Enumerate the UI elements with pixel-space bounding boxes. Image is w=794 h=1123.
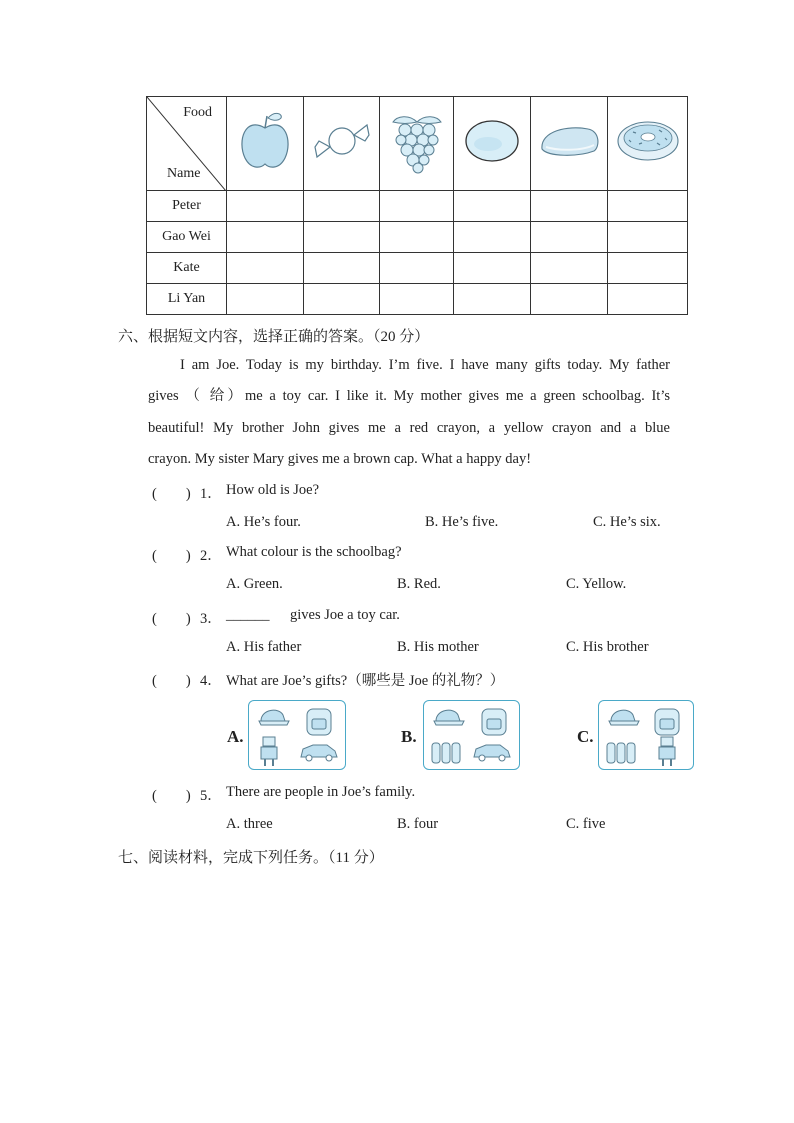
answer-paren[interactable]: ( ) [152,486,191,502]
check-cell[interactable] [304,284,380,315]
option-c-label[interactable]: C. [577,727,594,746]
check-cell[interactable] [454,222,531,253]
name-cell: Kate [147,253,227,284]
candy-icon [311,111,373,171]
check-cell[interactable] [227,191,304,222]
check-cell[interactable] [608,191,688,222]
name-cell: Peter [147,191,227,222]
question-text: What are Joe’s gifts?（哪些是 Joe 的礼物？） [226,673,505,689]
option-c[interactable]: C. He’s six. [593,514,661,530]
question-number: 3． [200,611,222,627]
food-cell-bread [531,97,608,191]
answer-paren[interactable]: ( ) [152,673,191,689]
food-cell-donut [608,97,688,191]
table-row [147,222,688,253]
toy-car-icon [474,745,510,761]
schoolbag-icon [482,709,506,735]
check-cell[interactable] [608,222,688,253]
check-cell[interactable] [531,222,608,253]
schoolbag-icon [307,709,331,735]
table-row [147,191,688,222]
section7-title: 七、阅读材料，完成下列任务。（11 分） [118,850,384,866]
robot-icon [659,737,675,766]
question-text: What colour is the schoolbag? [226,544,402,560]
check-cell[interactable] [227,222,304,253]
option-b-image[interactable] [423,700,520,770]
name-cell: Gao Wei [147,222,227,253]
option-c[interactable]: C. His brother [566,639,649,655]
check-cell[interactable] [608,284,688,315]
passage-line: I am Joe. Today is my birthday. I’m five. I have many gifts today. My father [180,357,670,373]
check-cell[interactable] [304,222,380,253]
check-cell[interactable] [608,253,688,284]
check-cell[interactable] [454,191,531,222]
check-cell[interactable] [531,253,608,284]
food-cell-grapes [380,97,454,191]
check-cell[interactable] [227,253,304,284]
option-b-label[interactable]: B. [401,727,417,746]
option-c-image[interactable] [598,700,694,770]
option-a-label[interactable]: A. [227,727,244,746]
grapes-icon [389,108,445,174]
answer-paren[interactable]: ( ) [152,788,191,804]
donut-icon [615,118,681,164]
question-text: There are people in Joe’s family. [226,784,416,800]
answer-paren[interactable]: ( ) [152,611,191,627]
question-text: gives Joe a toy car. [290,607,400,623]
option-b[interactable]: B. His mother [397,639,479,655]
food-cell-apple [227,97,304,191]
option-c[interactable]: C. Yellow. [566,576,627,592]
food-cell-candy [304,97,380,191]
check-cell[interactable] [531,191,608,222]
passage [148,350,670,475]
check-cell[interactable] [380,253,454,284]
option-a[interactable]: A. His father [226,639,302,655]
check-cell[interactable] [227,284,304,315]
cap-icon [259,710,289,725]
check-cell[interactable] [454,284,531,315]
food-cell-egg [454,97,531,191]
table-corner-cell [147,97,227,191]
option-b[interactable]: B. four [397,816,439,832]
cap-icon [434,710,464,725]
option-a-image[interactable] [248,700,346,770]
check-cell[interactable] [380,222,454,253]
question-number: 1． [200,486,222,502]
passage-line: beautiful! My brother John gives me a red crayon, a yellow crayon and a blue [148,419,670,436]
cap-icon [609,710,639,725]
food-table [146,96,688,315]
toy-car-icon [301,745,337,761]
crayons-icon [432,743,460,763]
option-b[interactable]: B. Red. [397,576,441,592]
table-row [147,253,688,284]
bread-icon [538,121,600,161]
question-number: 5． [200,788,222,804]
option-a[interactable]: A. Green. [226,576,283,592]
crayons-icon [607,743,635,763]
fill-blank[interactable]: ______ [226,607,270,623]
passage-line: gives （ 给）me a toy car. I like it. My mother gives me a green schoolbag. It’s [148,388,670,405]
question-number: 4． [200,673,222,689]
egg-icon [462,116,522,166]
table-row [147,284,688,315]
check-cell[interactable] [380,191,454,222]
passage-line: crayon. My sister Mary gives me a brown cap. What a happy day! [148,450,532,467]
robot-icon [261,737,277,766]
apple-icon [235,106,295,176]
check-cell[interactable] [304,253,380,284]
check-cell[interactable] [304,191,380,222]
check-cell[interactable] [531,284,608,315]
option-a[interactable]: A. He’s four. [226,514,301,530]
question-number: 2． [200,548,222,564]
check-cell[interactable] [380,284,454,315]
name-cell: Li Yan [147,284,227,315]
section6-title: 六、根据短文内容，选择正确的答案。（20 分） [118,329,430,345]
option-c[interactable]: C. five [566,816,606,832]
question-text: How old is Joe? [226,482,320,498]
name-header-label: Name [167,166,201,181]
answer-paren[interactable]: ( ) [152,548,191,564]
option-b[interactable]: B. He’s five. [425,514,499,530]
option-a[interactable]: A. three [226,816,273,832]
check-cell[interactable] [454,253,531,284]
schoolbag-icon [655,709,679,735]
food-header-label: Food [183,105,212,120]
